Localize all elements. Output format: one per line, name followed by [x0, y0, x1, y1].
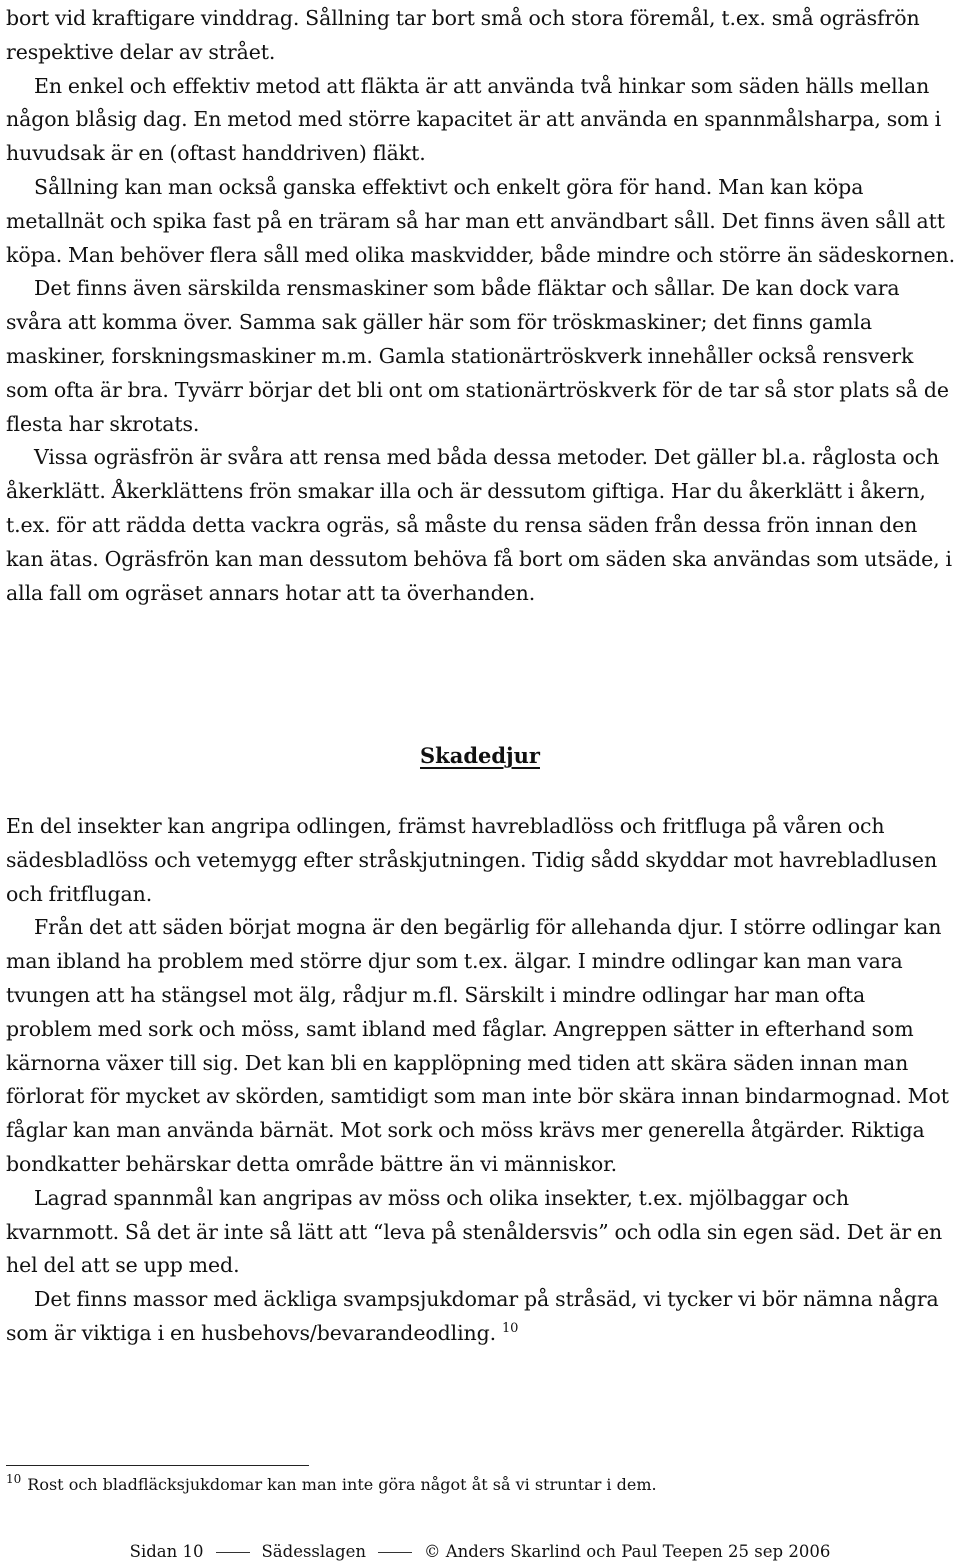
- paragraph: Från det att säden börjat mogna är den begärlig för allehanda djur. I större odlingar kan man ibland ha problem med större djur som t.ex. älgar. I mindre odlingar kan man vara tvungen att ha stängsel mot älg, rådjur m.fl. Särskilt i mindre odlingar har man ofta problem med sork och möss, samt ibland med fåglar. Angreppen sätter in efterhand som kärnorna växer till sig. Det kan bli en kapplöpning med tiden att skära säden innan man förlorat för mycket av skörden, samtidigt som man inte bör skära innan bindarmognad. Mot fåglar kan man använda bärnät. Mot sork och möss krävs mer generella åtgärder. Riktiga bondkatter behärskar detta område bättre än vi människor.: [6, 915, 949, 1176]
- paragraph: Det finns även särskilda rensmaskiner som både fläktar och sållar. De kan dock vara svåra att komma över. Samma sak gäller här som för tröskmaskiner; det finns gamla maskiner, forskningsmaskiner m.m. Gamla stationärtröskverk innehåller också rensverk som ofta är bra. Tyvärr börjar det bli ont om stationärtröskverk för de tar så stor plats så de flesta har skrotats.: [6, 276, 949, 436]
- footnote-divider: [6, 1465, 309, 1466]
- footnote-reference[interactable]: 10: [502, 1321, 519, 1337]
- paragraph: Lagrad spannmål kan angripas av möss och olika insekter, t.ex. mjölbaggar och kvarnmott. Så det är inte så lätt att “leva på stenåldersvis” och odla sin egen säd. Det är en hel del att se upp med.: [6, 1185, 943, 1278]
- page-footer: [0, 1540, 960, 1564]
- paragraph: Sållning kan man också ganska effektivt och enkelt göra för hand. Man kan köpa metallnät och spika fast på en träram så har man ett användbart såll. Det finns även såll att köpa. Man behöver flera såll med olika maskvidder, både mindre och större än sädeskornen.: [6, 174, 956, 267]
- paragraph-text: Det finns massor med äckliga svampsjukdomar på stråsäd, vi tycker vi bör nämna några som är viktiga i en husbehovs/bevarandeodling.: [6, 1287, 939, 1345]
- paragraph-with-footnote: [6, 1283, 956, 1351]
- footnote-text: Rost och bladfläcksjukdomar kan man inte göra något åt så vi struntar i dem.: [27, 1475, 657, 1494]
- footer-page-number: Sidan 10: [129, 1542, 204, 1561]
- footer-document-title: Sädesslagen: [261, 1542, 366, 1561]
- paragraph: En del insekter kan angripa odlingen, främst havrebladlöss och fritfluga på våren och sädesbladlöss och vetemygg efter stråskjutningen. Tidig sådd skyddar mot havrebladlusen och fritflugan.: [6, 814, 938, 906]
- paragraph: En enkel och effektiv metod att fläkta är att använda två hinkar som säden hälls mellan någon blåsig dag. En metod med större kapacitet är att använda en spannmålsharpa, som i huvudsak är en (oftast handdriven) fläkt.: [6, 73, 942, 166]
- footnote: [6, 1474, 956, 1497]
- paragraph: Vissa ogräsfrön är svåra att rensa med båda dessa metoder. Det gäller bl.a. råglosta och åkerklätt. Åkerklättens frön smakar illa och är dessutom giftiga. Har du åkerklätt i åkern, t.ex. för att rädda detta vackra ogräs, så måste du rensa säden från dessa frön innan den kan ätas. Ogräsfrön kan man dessutom behöva få bort om säden ska användas som utsäde, i alla fall om ogräset annars hotar att ta överhanden.: [6, 445, 952, 605]
- footer-separator: [378, 1552, 412, 1553]
- footer-copyright: © Anders Skarlind och Paul Teepen 25 sep 2006: [423, 1542, 831, 1561]
- body-text-lower: [6, 810, 956, 1351]
- footer-separator: [216, 1552, 250, 1553]
- section-heading: Skadedjur: [420, 743, 540, 768]
- body-text-upper: [6, 2, 956, 610]
- paragraph: bort vid kraftigare vinddrag. Sållning tar bort små och stora föremål, t.ex. små ogräsfrön respektive delar av strået.: [6, 6, 920, 64]
- footnote-number: 10: [6, 1472, 22, 1486]
